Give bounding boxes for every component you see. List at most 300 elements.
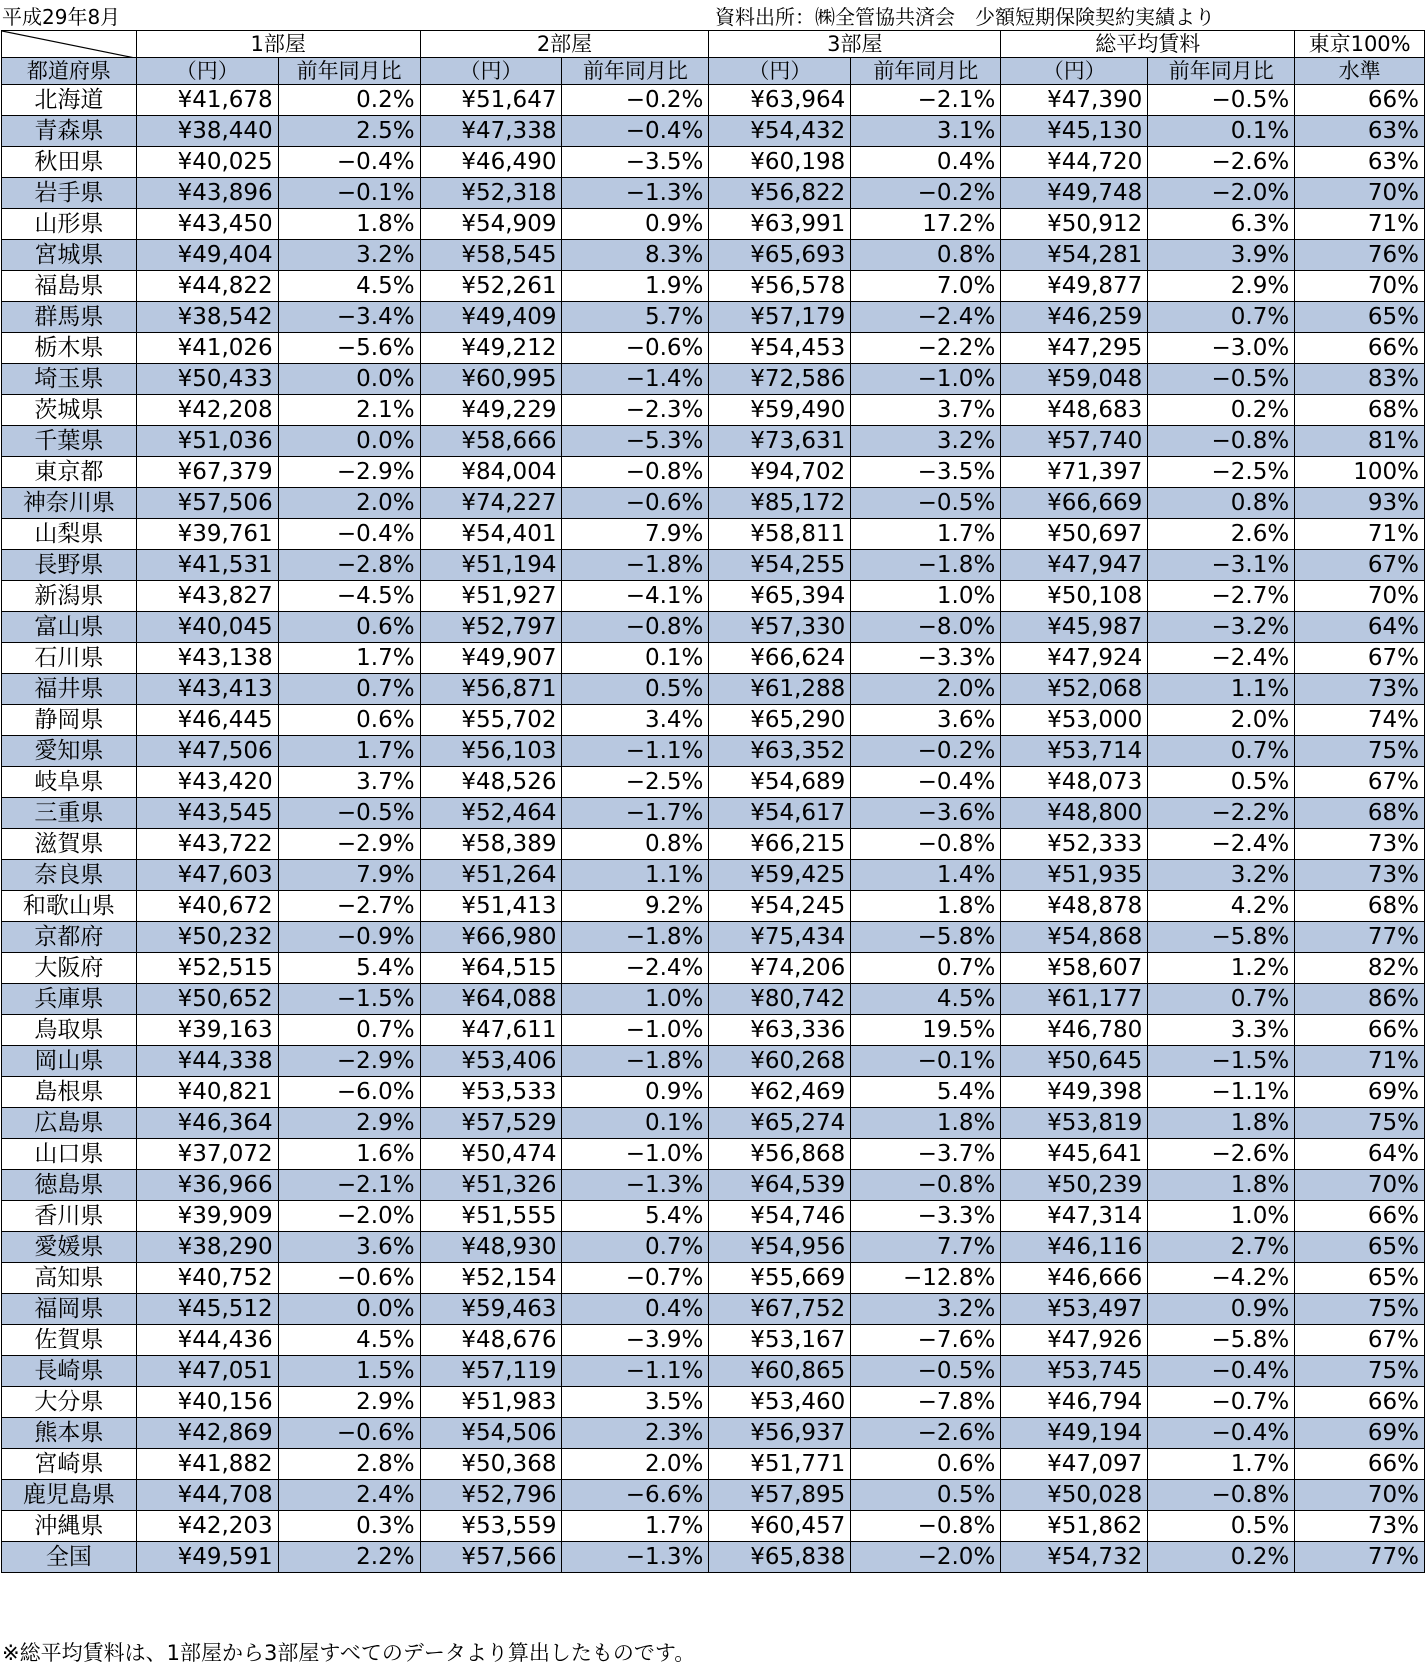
table-cell: ¥53,406 [420, 1046, 562, 1077]
prefecture-name: 埼玉県 [2, 364, 137, 395]
table-cell: 74% [1295, 705, 1425, 736]
prefecture-name: 静岡県 [2, 705, 137, 736]
table-cell: −1.7% [562, 798, 709, 829]
table-cell: ¥40,821 [136, 1077, 278, 1108]
table-cell: 76% [1295, 240, 1425, 271]
table-cell: ¥44,720 [1001, 147, 1148, 178]
table-cell: −0.4% [278, 519, 420, 550]
prefecture-name: 佐賀県 [2, 1325, 137, 1356]
table-cell: −0.5% [1148, 364, 1295, 395]
table-row [2, 643, 1425, 674]
table-cell: 7.9% [278, 860, 420, 891]
table-cell: −3.1% [1148, 550, 1295, 581]
table-cell: ¥38,542 [136, 302, 278, 333]
prefecture-name: 岩手県 [2, 178, 137, 209]
table-cell: ¥39,761 [136, 519, 278, 550]
table-cell: −0.5% [851, 488, 1001, 519]
table-cell: 7.9% [562, 519, 709, 550]
table-row [2, 922, 1425, 953]
table-cell: −1.0% [562, 1139, 709, 1170]
table-cell: ¥94,702 [709, 457, 851, 488]
table-cell: ¥50,368 [420, 1449, 562, 1480]
table-cell: −7.8% [851, 1387, 1001, 1418]
table-cell: 70% [1295, 271, 1425, 302]
table-cell: 1.0% [562, 984, 709, 1015]
table-cell: ¥44,708 [136, 1480, 278, 1511]
table-cell: ¥41,882 [136, 1449, 278, 1480]
table-cell: ¥67,379 [136, 457, 278, 488]
table-cell: 71% [1295, 209, 1425, 240]
column-header: （円） [709, 58, 851, 85]
table-cell: 0.1% [562, 1108, 709, 1139]
table-row [2, 767, 1425, 798]
table-cell: ¥63,336 [709, 1015, 851, 1046]
table-cell: ¥54,432 [709, 116, 851, 147]
prefecture-name: 沖縄県 [2, 1511, 137, 1542]
table-cell: ¥55,669 [709, 1263, 851, 1294]
table-cell: −0.8% [851, 1511, 1001, 1542]
table-cell: ¥50,108 [1001, 581, 1148, 612]
table-cell: ¥71,397 [1001, 457, 1148, 488]
table-cell: 0.9% [562, 209, 709, 240]
table-cell: 4.5% [278, 271, 420, 302]
table-cell: 0.7% [1148, 302, 1295, 333]
table-cell: −1.8% [851, 550, 1001, 581]
table-row [2, 1139, 1425, 1170]
table-cell: −0.5% [1148, 85, 1295, 116]
column-header: 前年同月比 [278, 58, 420, 85]
table-cell: ¥47,924 [1001, 643, 1148, 674]
table-cell: ¥47,506 [136, 736, 278, 767]
table-cell: 0.5% [1148, 767, 1295, 798]
group-header-row [2, 31, 1425, 58]
table-cell: ¥43,420 [136, 767, 278, 798]
table-cell: ¥50,912 [1001, 209, 1148, 240]
table-cell: ¥57,529 [420, 1108, 562, 1139]
table-cell: ¥80,742 [709, 984, 851, 1015]
table-cell: ¥47,926 [1001, 1325, 1148, 1356]
table-row [2, 1263, 1425, 1294]
table-cell: −5.8% [1148, 922, 1295, 953]
table-cell: 73% [1295, 1511, 1425, 1542]
table-cell: 1.8% [1148, 1108, 1295, 1139]
table-row [2, 488, 1425, 519]
table-cell: 1.8% [851, 1108, 1001, 1139]
table-cell: ¥54,868 [1001, 922, 1148, 953]
table-cell: ¥47,295 [1001, 333, 1148, 364]
table-cell: 75% [1295, 1108, 1425, 1139]
prefecture-name: 愛媛県 [2, 1232, 137, 1263]
table-cell: ¥57,740 [1001, 426, 1148, 457]
table-cell: ¥48,800 [1001, 798, 1148, 829]
table-cell: ¥44,436 [136, 1325, 278, 1356]
table-cell: ¥50,652 [136, 984, 278, 1015]
table-cell: 5.4% [278, 953, 420, 984]
table-cell: 17.2% [851, 209, 1001, 240]
table-cell: 0.0% [278, 1294, 420, 1325]
column-header: 前年同月比 [562, 58, 709, 85]
prefecture-name: 全国 [2, 1542, 137, 1573]
table-cell: ¥64,088 [420, 984, 562, 1015]
table-cell: 0.2% [278, 85, 420, 116]
table-cell: 2.7% [1148, 1232, 1295, 1263]
table-cell: 1.1% [1148, 674, 1295, 705]
table-cell: 83% [1295, 364, 1425, 395]
table-cell: ¥85,172 [709, 488, 851, 519]
table-cell: ¥40,752 [136, 1263, 278, 1294]
table-cell: 7.0% [851, 271, 1001, 302]
table-cell: −2.4% [562, 953, 709, 984]
table-cell: 2.6% [1148, 519, 1295, 550]
table-cell: −4.2% [1148, 1263, 1295, 1294]
group-header-1room: 1部屋 [136, 31, 420, 58]
prefecture-name: 福井県 [2, 674, 137, 705]
table-cell: ¥53,714 [1001, 736, 1148, 767]
table-cell: −0.6% [562, 333, 709, 364]
table-cell: ¥56,103 [420, 736, 562, 767]
prefecture-name: 兵庫県 [2, 984, 137, 1015]
table-cell: 9.2% [562, 891, 709, 922]
table-cell: ¥52,261 [420, 271, 562, 302]
table-cell: ¥53,559 [420, 1511, 562, 1542]
table-cell: ¥48,526 [420, 767, 562, 798]
table-cell: ¥59,425 [709, 860, 851, 891]
table-cell: −2.2% [851, 333, 1001, 364]
table-cell: −1.5% [278, 984, 420, 1015]
table-cell: 71% [1295, 519, 1425, 550]
table-cell: ¥51,264 [420, 860, 562, 891]
table-cell: 75% [1295, 1356, 1425, 1387]
table-cell: ¥54,746 [709, 1201, 851, 1232]
table-cell: 2.3% [562, 1418, 709, 1449]
table-cell: 3.4% [562, 705, 709, 736]
table-cell: ¥47,338 [420, 116, 562, 147]
table-cell: −0.4% [851, 767, 1001, 798]
table-cell: ¥49,404 [136, 240, 278, 271]
table-cell: ¥54,453 [709, 333, 851, 364]
table-cell: 4.5% [278, 1325, 420, 1356]
table-row [2, 1480, 1425, 1511]
table-cell: ¥45,641 [1001, 1139, 1148, 1170]
prefecture-name: 和歌山県 [2, 891, 137, 922]
table-cell: −3.0% [1148, 333, 1295, 364]
table-cell: ¥52,515 [136, 953, 278, 984]
table-cell: 70% [1295, 1480, 1425, 1511]
table-cell: 3.1% [851, 116, 1001, 147]
table-cell: 82% [1295, 953, 1425, 984]
prefecture-name: 宮崎県 [2, 1449, 137, 1480]
table-cell: 75% [1295, 1294, 1425, 1325]
table-cell: 2.1% [278, 395, 420, 426]
table-row [2, 1511, 1425, 1542]
table-row [2, 736, 1425, 767]
table-cell: 69% [1295, 1077, 1425, 1108]
table-cell: 0.2% [1148, 395, 1295, 426]
table-cell: ¥63,352 [709, 736, 851, 767]
table-cell: ¥54,506 [420, 1418, 562, 1449]
table-cell: −1.8% [562, 1046, 709, 1077]
table-cell: 0.7% [562, 1232, 709, 1263]
table-cell: 66% [1295, 85, 1425, 116]
table-cell: ¥46,490 [420, 147, 562, 178]
prefecture-name: 宮城県 [2, 240, 137, 271]
table-cell: 70% [1295, 581, 1425, 612]
table-cell: ¥36,966 [136, 1170, 278, 1201]
table-cell: −1.3% [562, 178, 709, 209]
prefecture-name: 東京都 [2, 457, 137, 488]
prefecture-name: 京都府 [2, 922, 137, 953]
table-cell: 0.0% [278, 364, 420, 395]
table-cell: −0.2% [851, 178, 1001, 209]
table-cell: 1.7% [562, 1511, 709, 1542]
table-cell: ¥48,930 [420, 1232, 562, 1263]
table-row [2, 550, 1425, 581]
table-body [2, 85, 1425, 1573]
table-cell: 0.6% [278, 705, 420, 736]
prefecture-name: 群馬県 [2, 302, 137, 333]
prefecture-name: 長崎県 [2, 1356, 137, 1387]
table-row [2, 674, 1425, 705]
table-cell: 4.5% [851, 984, 1001, 1015]
table-cell: 67% [1295, 550, 1425, 581]
table-cell: −5.8% [851, 922, 1001, 953]
table-cell: ¥51,862 [1001, 1511, 1148, 1542]
table-cell: ¥41,531 [136, 550, 278, 581]
table-cell: ¥43,827 [136, 581, 278, 612]
table-cell: ¥39,163 [136, 1015, 278, 1046]
table-cell: ¥59,048 [1001, 364, 1148, 395]
table-row [2, 829, 1425, 860]
table-cell: ¥58,389 [420, 829, 562, 860]
table-cell: 1.7% [278, 643, 420, 674]
table-cell: ¥42,203 [136, 1511, 278, 1542]
table-row [2, 240, 1425, 271]
table-cell: −2.0% [851, 1542, 1001, 1573]
table-row [2, 395, 1425, 426]
prefecture-name: 秋田県 [2, 147, 137, 178]
table-cell: −1.4% [562, 364, 709, 395]
table-cell: ¥51,194 [420, 550, 562, 581]
group-header-average: 総平均賃料 [1001, 31, 1295, 58]
prefecture-name: 鹿児島県 [2, 1480, 137, 1511]
table-cell: 0.4% [851, 147, 1001, 178]
prefecture-name: 北海道 [2, 85, 137, 116]
table-cell: ¥54,732 [1001, 1542, 1148, 1573]
table-cell: ¥41,678 [136, 85, 278, 116]
table-cell: ¥44,822 [136, 271, 278, 302]
table-cell: −12.8% [851, 1263, 1001, 1294]
table-cell: ¥60,865 [709, 1356, 851, 1387]
table-cell: −6.0% [278, 1077, 420, 1108]
table-cell: ¥49,229 [420, 395, 562, 426]
table-cell: ¥54,956 [709, 1232, 851, 1263]
table-cell: −0.4% [1148, 1356, 1295, 1387]
table-cell: 67% [1295, 1325, 1425, 1356]
table-cell: ¥39,909 [136, 1201, 278, 1232]
prefecture-name: 大分県 [2, 1387, 137, 1418]
table-cell: ¥46,364 [136, 1108, 278, 1139]
prefecture-name: 徳島県 [2, 1170, 137, 1201]
table-cell: ¥56,578 [709, 271, 851, 302]
table-row [2, 85, 1425, 116]
table-cell: ¥50,697 [1001, 519, 1148, 550]
table-cell: −0.8% [851, 1170, 1001, 1201]
table-row [2, 1201, 1425, 1232]
table-cell: −7.6% [851, 1325, 1001, 1356]
table-cell: ¥74,206 [709, 953, 851, 984]
table-cell: ¥56,937 [709, 1418, 851, 1449]
table-cell: ¥75,434 [709, 922, 851, 953]
table-cell: 2.8% [278, 1449, 420, 1480]
column-header: 前年同月比 [1148, 58, 1295, 85]
table-cell: −3.7% [851, 1139, 1001, 1170]
table-cell: 4.2% [1148, 891, 1295, 922]
table-cell: −2.3% [562, 395, 709, 426]
table-cell: 3.3% [1148, 1015, 1295, 1046]
prefecture-name: 奈良県 [2, 860, 137, 891]
table-cell: 68% [1295, 798, 1425, 829]
table-cell: ¥57,179 [709, 302, 851, 333]
table-cell: ¥48,683 [1001, 395, 1148, 426]
prefecture-name: 山形県 [2, 209, 137, 240]
table-cell: 66% [1295, 1449, 1425, 1480]
table-cell: 73% [1295, 860, 1425, 891]
table-row [2, 984, 1425, 1015]
table-cell: ¥49,194 [1001, 1418, 1148, 1449]
table-cell: 86% [1295, 984, 1425, 1015]
table-cell: −2.7% [278, 891, 420, 922]
table-cell: ¥73,631 [709, 426, 851, 457]
table-cell: −2.2% [1148, 798, 1295, 829]
table-cell: ¥38,290 [136, 1232, 278, 1263]
table-cell: −0.8% [1148, 426, 1295, 457]
table-cell: −0.6% [278, 1263, 420, 1294]
table-cell: ¥46,780 [1001, 1015, 1148, 1046]
table-cell: −2.6% [1148, 1139, 1295, 1170]
table-cell: 77% [1295, 922, 1425, 953]
table-cell: ¥54,909 [420, 209, 562, 240]
prefecture-name: 香川県 [2, 1201, 137, 1232]
table-cell: ¥47,390 [1001, 85, 1148, 116]
table-cell: ¥43,722 [136, 829, 278, 860]
table-cell: 0.2% [1148, 1542, 1295, 1573]
table-row [2, 1418, 1425, 1449]
table-cell: −2.1% [851, 85, 1001, 116]
table-cell: −2.5% [1148, 457, 1295, 488]
table-cell: ¥51,935 [1001, 860, 1148, 891]
table-cell: 2.0% [562, 1449, 709, 1480]
table-cell: 0.5% [1148, 1511, 1295, 1542]
table-cell: 2.9% [278, 1108, 420, 1139]
column-header: （円） [1001, 58, 1148, 85]
table-cell: ¥46,666 [1001, 1263, 1148, 1294]
table-cell: ¥47,603 [136, 860, 278, 891]
table-cell: 3.2% [278, 240, 420, 271]
table-cell: 0.8% [562, 829, 709, 860]
table-row [2, 891, 1425, 922]
table-cell: 7.7% [851, 1232, 1001, 1263]
table-cell: −2.9% [278, 1046, 420, 1077]
table-cell: 70% [1295, 1170, 1425, 1201]
table-cell: 93% [1295, 488, 1425, 519]
table-cell: ¥40,156 [136, 1387, 278, 1418]
prefecture-name: 熊本県 [2, 1418, 137, 1449]
table-cell: 65% [1295, 1263, 1425, 1294]
table-cell: ¥53,745 [1001, 1356, 1148, 1387]
table-row [2, 1325, 1425, 1356]
table-cell: ¥43,413 [136, 674, 278, 705]
table-cell: 19.5% [851, 1015, 1001, 1046]
table-row [2, 302, 1425, 333]
table-cell: ¥48,676 [420, 1325, 562, 1356]
table-cell: −2.0% [1148, 178, 1295, 209]
table-cell: −3.9% [562, 1325, 709, 1356]
table-cell: −2.1% [278, 1170, 420, 1201]
prefecture-name: 島根県 [2, 1077, 137, 1108]
table-cell: −0.5% [851, 1356, 1001, 1387]
table-cell: −1.1% [1148, 1077, 1295, 1108]
table-cell: 0.5% [562, 674, 709, 705]
table-cell: 2.9% [1148, 271, 1295, 302]
table-cell: ¥43,138 [136, 643, 278, 674]
table-cell: 68% [1295, 891, 1425, 922]
table-cell: −0.4% [1148, 1418, 1295, 1449]
table-cell: 1.7% [1148, 1449, 1295, 1480]
table-cell: ¥51,983 [420, 1387, 562, 1418]
table-cell: 64% [1295, 612, 1425, 643]
table-cell: ¥60,995 [420, 364, 562, 395]
table-cell: ¥51,326 [420, 1170, 562, 1201]
group-header-2room: 2部屋 [420, 31, 709, 58]
table-cell: −0.9% [278, 922, 420, 953]
table-cell: 2.0% [1148, 705, 1295, 736]
prefecture-name: 茨城県 [2, 395, 137, 426]
table-row [2, 953, 1425, 984]
table-cell: ¥42,869 [136, 1418, 278, 1449]
table-cell: −8.0% [851, 612, 1001, 643]
column-header: （円） [420, 58, 562, 85]
table-cell: ¥53,497 [1001, 1294, 1148, 1325]
table-cell: 71% [1295, 1046, 1425, 1077]
group-header-tokyo-index: 東京100% [1295, 31, 1425, 58]
table-cell: ¥47,051 [136, 1356, 278, 1387]
table-cell: ¥54,255 [709, 550, 851, 581]
table-cell: 66% [1295, 333, 1425, 364]
table-cell: −4.5% [278, 581, 420, 612]
table-cell: ¥49,212 [420, 333, 562, 364]
table-cell: 3.2% [1148, 860, 1295, 891]
table-row [2, 612, 1425, 643]
table-cell: −2.5% [562, 767, 709, 798]
table-cell: 0.9% [562, 1077, 709, 1108]
table-row [2, 1232, 1425, 1263]
table-row [2, 1387, 1425, 1418]
table-cell: ¥60,268 [709, 1046, 851, 1077]
table-cell: 1.8% [1148, 1170, 1295, 1201]
table-row [2, 333, 1425, 364]
table-cell: 0.1% [1148, 116, 1295, 147]
table-cell: ¥53,000 [1001, 705, 1148, 736]
table-cell: −1.3% [562, 1170, 709, 1201]
table-row [2, 209, 1425, 240]
table-row [2, 1077, 1425, 1108]
table-cell: 73% [1295, 829, 1425, 860]
table-cell: −0.5% [278, 798, 420, 829]
table-cell: 1.1% [562, 860, 709, 891]
table-row [2, 426, 1425, 457]
prefecture-name: 愛知県 [2, 736, 137, 767]
table-cell: ¥50,239 [1001, 1170, 1148, 1201]
